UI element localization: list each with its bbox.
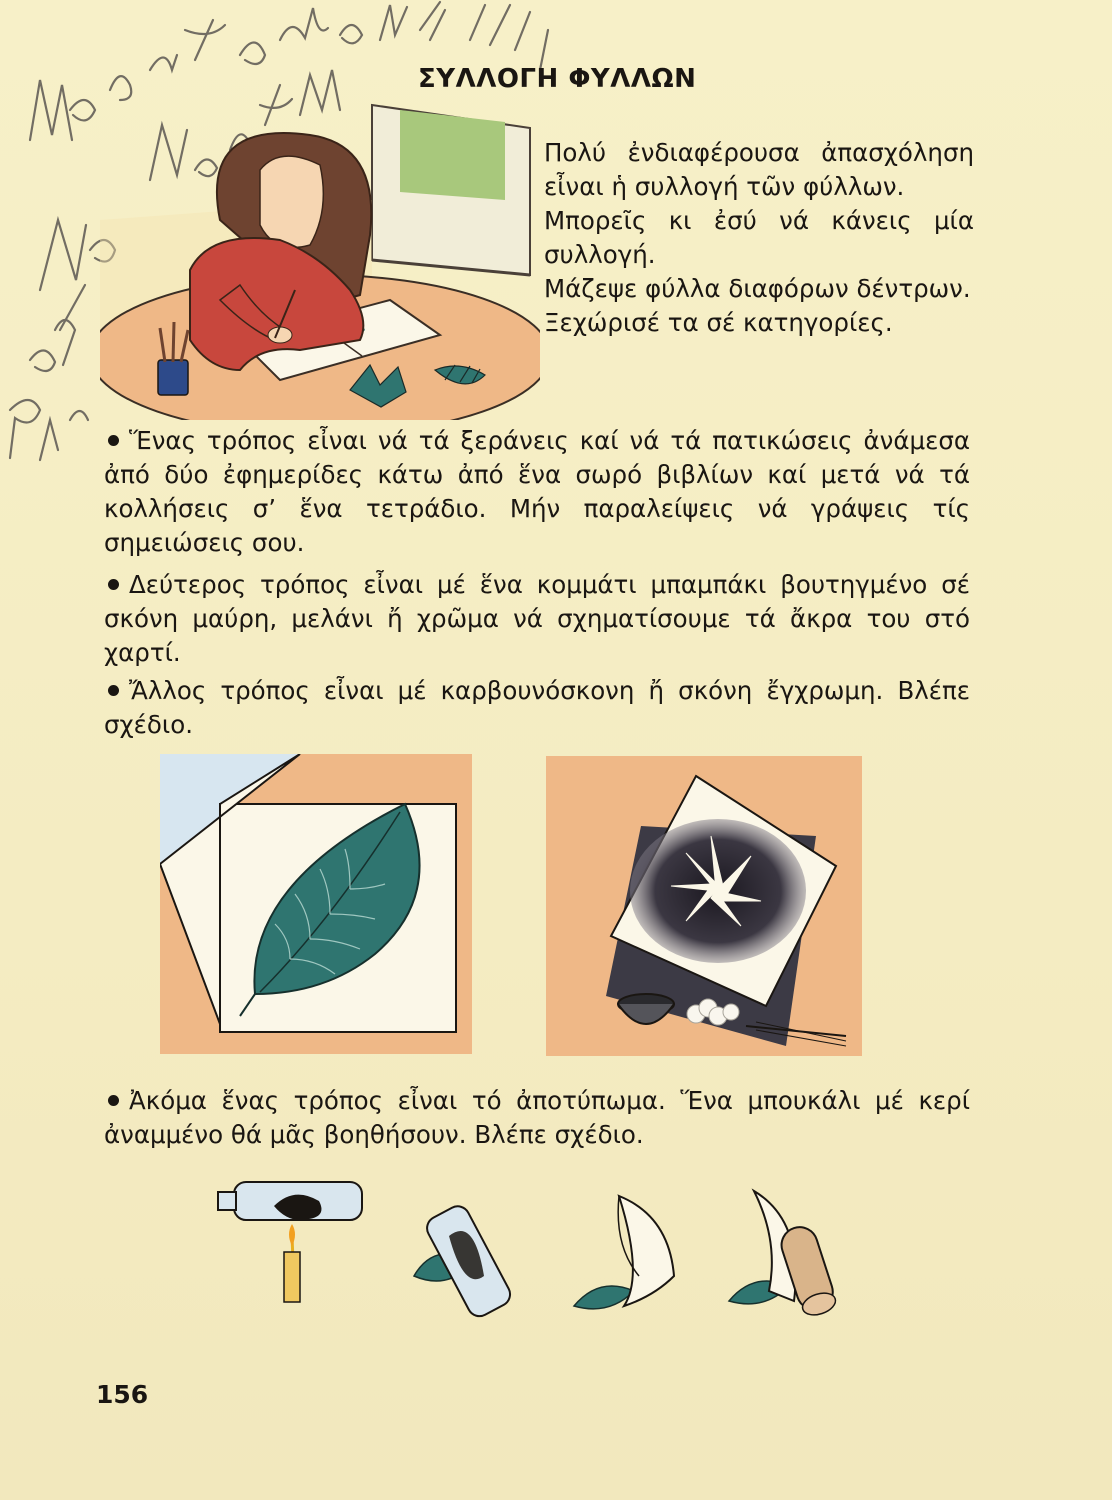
bullet-dot: [108, 685, 119, 696]
bullet-dot: [108, 579, 119, 590]
intro-paragraph-1: Πολύ ἐνδιαφέρουσα ἀπασχόληση εἶναι ἡ συλλογή τῶν φύλλων.: [544, 138, 974, 201]
bottle-over-candle: [218, 1182, 362, 1302]
intro-paragraph-4: Ξεχώρισέ τα σέ κατηγορίες.: [544, 308, 893, 337]
intro-paragraph-2: Μπορεῖς κι ἐσύ νά κάνεις μία συλλογή.: [544, 206, 974, 269]
method-text-4: Ἀκόμα ἕνας τρόπος εἶναι τό ἀποτύπωμα. Ἕνα μπουκάλι μέ κερί ἀναμμένο θά μᾶς βοηθήσουν. Βλέπε σχέδιο.: [104, 1086, 970, 1149]
stencil-leaf-illustration: [546, 756, 862, 1056]
intro-paragraph-3: Μάζεψε φύλλα διαφόρων δέντρων.: [544, 274, 971, 303]
method-text-2: Δεύτερος τρόπος εἶναι μέ ἕνα κομμάτι μπαμπάκι βουτηγμένο σέ σκόνη μαύρη, μελάνι ἤ χρῶμα νά σχηματίσουμε τά ἄκρα του στό χαρτί.: [104, 570, 970, 667]
bullet-dot: [108, 435, 119, 446]
method-item-4: [104, 1084, 970, 1152]
method-item-1: [104, 424, 970, 560]
pressed-leaf-illustration: [160, 754, 472, 1054]
page-number: 156: [96, 1380, 149, 1409]
page-title: ΣΥΛΛΟΓΗ ΦΥΛΛΩΝ: [418, 64, 697, 94]
method-item-2: [104, 568, 970, 670]
bullet-dot: [108, 1095, 119, 1106]
method-text-1: Ἕνας τρόπος εἶναι νά τά ξεράνεις καί νά τά πατικώσεις ἀνάμεσα ἀπό δύο ἐφημερίδες κάτω ἀπό ἕνα σωρό βιβλίων καί μετά νά τά κολλήσεις σ’ ἕνα τετράδιο. Μήν παραλείψεις νά γράψεις τίς σημειώσεις σου.: [104, 426, 970, 557]
girl-collecting-leaves-illustration: [100, 100, 540, 420]
method-item-3: [104, 674, 970, 742]
candle-print-sequence-illustration: [214, 1166, 874, 1326]
intro-text: [544, 136, 974, 340]
method-text-3: Ἄλλος τρόπος εἶναι μέ καρβουνόσκονη ἤ σκόνη ἔγχρωμη. Βλέπε σχέδιο.: [104, 676, 970, 739]
